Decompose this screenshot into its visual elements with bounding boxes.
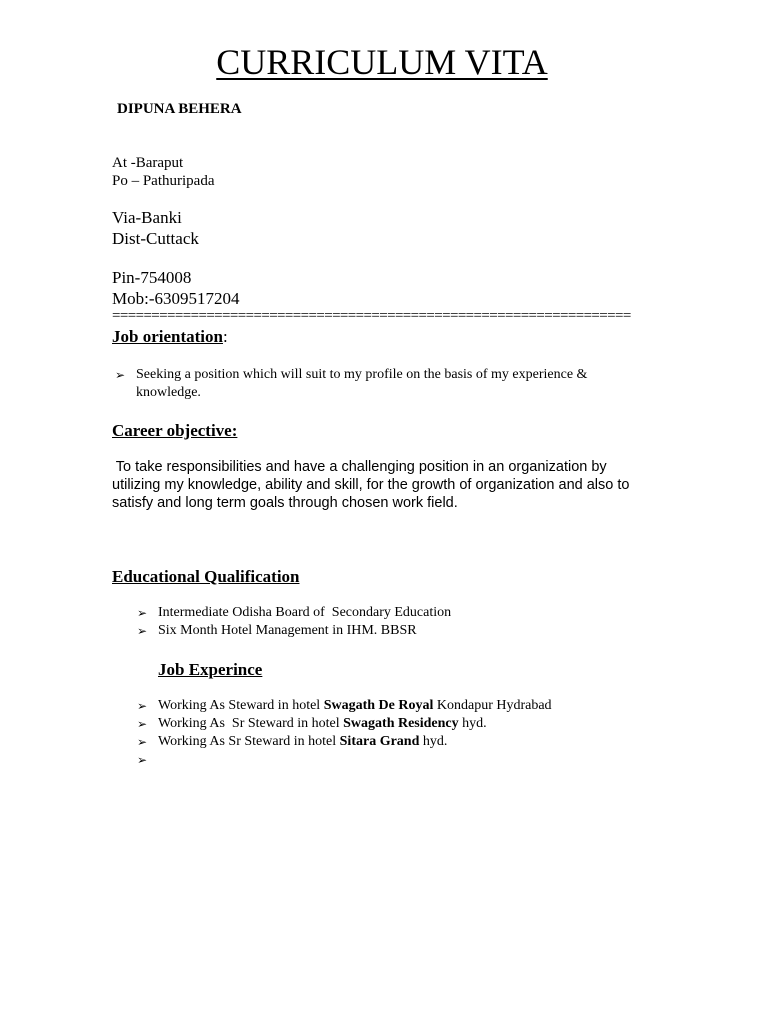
education-item-text: Intermediate Odisha Board of Secondary Education — [158, 605, 452, 620]
job-experience-item-text — [158, 697, 552, 715]
job-experience-item-text — [158, 715, 487, 733]
career-objective-line-1: To take responsibilities and have a challenging position in an organization by — [112, 459, 607, 475]
arrow-bullet-icon: ➢ — [137, 699, 148, 713]
career-objective-line-3: satisfy and long term goals through chosen work field. — [112, 495, 458, 511]
job-orientation-colon: : — [222, 327, 228, 346]
education-item-text: Six Month Hotel Management in IHM. BBSR — [158, 623, 417, 638]
pin-code: Pin-754008 — [112, 268, 192, 287]
job-orientation-heading-row — [112, 327, 228, 347]
arrow-bullet-icon: ➢ — [137, 753, 148, 767]
career-objective-heading: Career objective: — [112, 421, 238, 440]
job-experience-item-post: hyd. — [458, 716, 487, 731]
job-orientation-text-1: Seeking a position which will suit to my profile on the basis of my experience & — [136, 367, 588, 382]
career-objective-paragraph — [112, 458, 672, 512]
candidate-name: DIPUNA BEHERA — [117, 101, 242, 117]
job-experience-item-text — [158, 733, 447, 751]
arrow-bullet-icon: ➢ — [137, 717, 148, 731]
hotel-name: Swagath De Royal — [323, 698, 434, 713]
job-experience-item-pre: Working As Sr Steward in hotel — [158, 734, 340, 749]
job-experience-heading: Job Experince — [158, 660, 263, 679]
address-line-1: At -Baraput — [112, 155, 184, 171]
education-heading: Educational Qualification — [112, 567, 300, 586]
arrow-bullet-icon: ➢ — [137, 624, 148, 638]
hotel-name: Sitara Grand — [339, 734, 420, 749]
separator-line: ================================================================== — [112, 308, 631, 324]
job-experience-item-post: Kondapur Hydrabad — [433, 698, 552, 713]
address-line-2: Po – Pathuripada — [112, 173, 215, 189]
document-title: CURRICULUM VITA — [216, 42, 548, 82]
job-experience-item-pre: Working As Sr Steward in hotel — [158, 716, 344, 731]
mobile-number: Mob:-6309517204 — [112, 289, 240, 308]
arrow-bullet-icon: ➢ — [137, 735, 148, 749]
job-experience-item-pre: Working As Steward in hotel — [158, 698, 324, 713]
arrow-bullet-icon: ➢ — [115, 368, 126, 382]
job-experience-item-post: hyd. — [419, 734, 448, 749]
job-orientation-heading: Job orientation — [112, 327, 223, 346]
hotel-name: Swagath Residency — [343, 716, 459, 731]
arrow-bullet-icon: ➢ — [137, 606, 148, 620]
address-line-4: Dist-Cuttack — [112, 229, 199, 248]
address-line-3: Via-Banki — [112, 208, 182, 227]
career-objective-line-2: utilizing my knowledge, ability and skill, for the growth of organization and also to — [112, 477, 630, 493]
job-orientation-text-2: knowledge. — [136, 385, 201, 400]
